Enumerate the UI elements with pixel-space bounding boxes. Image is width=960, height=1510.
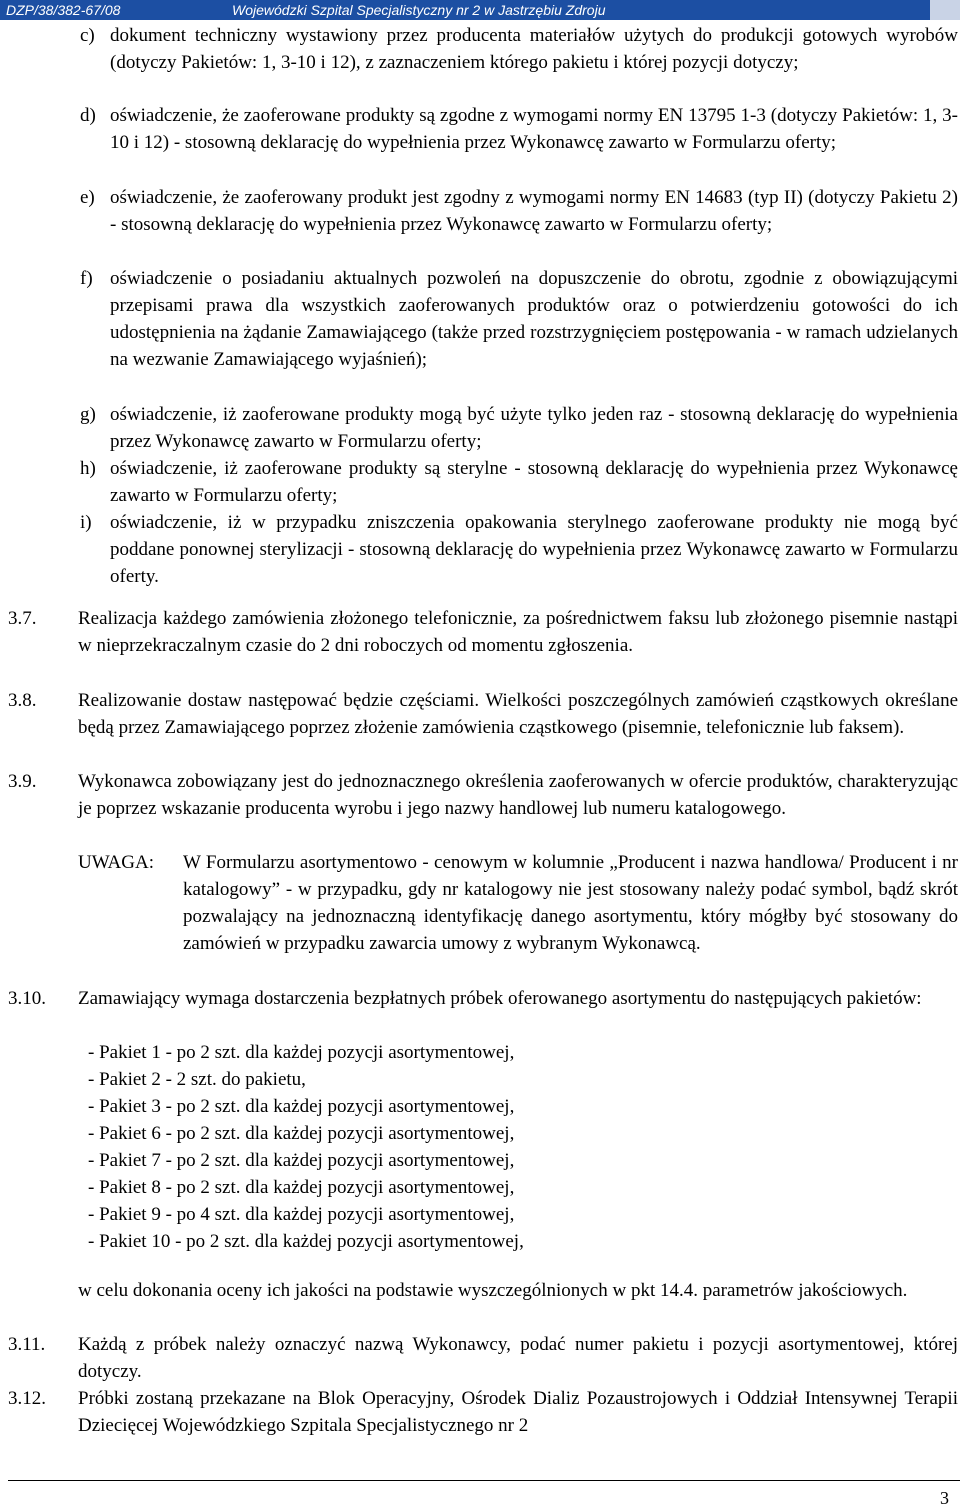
item-text: oświadczenie, iż zaoferowane produkty mogą być użyte tylko jeden raz - stosowną deklarację do wypełnienia przez Wykonawcę zawarto w Formularzu oferty;	[110, 404, 958, 452]
item-marker: g)	[80, 404, 96, 425]
section-3-8	[8, 687, 958, 741]
hospital-name: Wojewódzki Szpital Specjalistyczny nr 2 w Jastrzębiu Zdroju	[232, 2, 606, 18]
uwaga-note	[78, 849, 958, 957]
list-item-f	[80, 265, 958, 373]
section-number: 3.8.	[8, 690, 37, 711]
page-header	[0, 0, 960, 22]
item-text: oświadczenie, że zaoferowane produkty są zgodne z wymogami normy EN 13795 1-3 (dotyczy Pakietów: 1, 3-10 i 12) - stosowną deklarację do wypełnienia przez Wykonawcę zawarto w Formularzu oferty;	[110, 105, 958, 153]
section-text: Próbki zostaną przekazane na Blok Operacyjny, Ośrodek Dializ Pozaustrojowych i Oddział Intensywnej Terapii Dziecięcej Wojewódzkiego Szpitala Specjalistycznego nr 2	[78, 1388, 958, 1436]
list-item-d	[80, 102, 958, 156]
item-marker: i)	[80, 512, 92, 533]
pakiet-list	[88, 1039, 788, 1255]
section-text: Wykonawca zobowiązany jest do jednoznacznego określenia zaoferowanych w ofercie produktów, charakteryzując je poprzez wskazanie producenta wyrobu i jego nazwy handlowej lub numeru katalogowego.	[78, 771, 958, 819]
list-item-g	[80, 401, 958, 455]
item-text: oświadczenie, że zaoferowany produkt jest zgodny z wymogami normy EN 14683 (typ II) (dotyczy Pakietu 2) - stosowną deklarację do wypełnienia przez Wykonawcę zawarto w Formularzu oferty;	[110, 187, 958, 235]
list-item: - Pakiet 7 - po 2 szt. dla każdej pozycji asortymentowej,	[88, 1150, 515, 1171]
samples-purpose: w celu dokonania oceny ich jakości na podstawie wyszczególnionych w pkt 14.4. parametrów jakościowych.	[78, 1280, 908, 1301]
list-item: - Pakiet 2 - 2 szt. do pakietu,	[88, 1069, 306, 1090]
list-item-c	[80, 22, 958, 76]
list-item-i	[80, 509, 958, 590]
section-number: 3.11.	[8, 1334, 46, 1355]
section-3-11	[8, 1331, 958, 1385]
section-text: Zamawiający wymaga dostarczenia bezpłatnych próbek oferowanego asortymentu do następujących pakietów:	[78, 988, 922, 1009]
section-number: 3.12.	[8, 1388, 46, 1409]
item-marker: c)	[80, 25, 95, 46]
section-number: 3.9.	[8, 771, 37, 792]
item-text: oświadczenie o posiadaniu aktualnych pozwoleń na dopuszczenie do obrotu, zgodnie z obowiązującymi przepisami prawa dla wszystkich zaoferowanych produktów oraz o potwierdzeniu gotowości do ich udostępnienia na żądanie Zamawiającego (także przed rozstrzygnięciem postępowania - w ramach udzielanych na wezwanie Zamawiającego wyjaśnień);	[110, 268, 958, 370]
section-number: 3.7.	[8, 608, 37, 629]
list-item: - Pakiet 8 - po 2 szt. dla każdej pozycji asortymentowej,	[88, 1177, 515, 1198]
document-reference: DZP/38/382-67/08	[6, 2, 121, 18]
section-text: Każdą z próbek należy oznaczyć nazwą Wykonawcy, podać numer pakietu i pozycji asortymentowej, której dotyczy.	[78, 1334, 958, 1382]
item-marker: e)	[80, 187, 95, 208]
section-text: Realizowanie dostaw następować będzie częściami. Wielkości poszczególnych zamówień cząstkowych określane będą przez Zamawiającego poprzez złożenie zamówienia cząstkowego (pisemnie, telefonicznie lub faksem).	[78, 690, 958, 738]
uwaga-text: W Formularzu asortymentowo - cenowym w kolumnie „Producent i nazwa handlowa/ Producent i nr katalogowy” - w przypadku, gdy nr katalogowy nie jest stosowany należy podać symbol, bądź skrót pozwalający na jednoznaczną identyfikację danego asortymentu, który mógłby być stosowany do zamówień w przypadku zawarcia umowy z wybranym Wykonawcą.	[183, 852, 958, 954]
section-3-7	[8, 605, 958, 659]
list-item: - Pakiet 3 - po 2 szt. dla każdej pozycji asortymentowej,	[88, 1096, 515, 1117]
section-number: 3.10.	[8, 988, 46, 1009]
item-marker: d)	[80, 105, 96, 126]
list-item-e	[80, 184, 958, 238]
page-number: 3	[940, 1488, 949, 1508]
section-3-12	[8, 1385, 958, 1439]
list-item: - Pakiet 1 - po 2 szt. dla każdej pozycji asortymentowej,	[88, 1042, 515, 1063]
item-marker: h)	[80, 458, 96, 479]
section-text: Realizacja każdego zamówienia złożonego telefonicznie, za pośrednictwem faksu lub złożonego pisemnie nastąpi w nieprzekraczalnym czasie do 2 dni roboczych od momentu zgłoszenia.	[78, 608, 958, 656]
section-3-10	[8, 985, 958, 1012]
header-bar-end	[930, 0, 960, 20]
header-bar	[0, 0, 930, 20]
item-marker: f)	[80, 268, 93, 289]
uwaga-label: UWAGA:	[78, 852, 154, 873]
footer-divider	[8, 1480, 960, 1481]
item-text: oświadczenie, iż w przypadku zniszczenia opakowania sterylnego zaoferowane produkty nie mogą być poddane ponownej sterylizacji - stosowną deklarację do wypełnienia przez Wykonawcę zawarto w Formularzu oferty.	[110, 512, 958, 587]
list-item: - Pakiet 10 - po 2 szt. dla każdej pozycji asortymentowej,	[88, 1231, 524, 1252]
item-text: dokument techniczny wystawiony przez producenta materiałów użytych do produkcji gotowych wyrobów (dotyczy Pakietów: 1, 3-10 i 12), z zaznaczeniem którego pakietu i której pozycji dotyczy;	[110, 25, 958, 73]
list-item: - Pakiet 9 - po 4 szt. dla każdej pozycji asortymentowej,	[88, 1204, 515, 1225]
section-3-9	[8, 768, 958, 822]
list-item-h	[80, 455, 958, 509]
item-text: oświadczenie, iż zaoferowane produkty są sterylne - stosowną deklarację do wypełnienia przez Wykonawcę zawarto w Formularzu oferty;	[110, 458, 958, 506]
list-item: - Pakiet 6 - po 2 szt. dla każdej pozycji asortymentowej,	[88, 1123, 515, 1144]
